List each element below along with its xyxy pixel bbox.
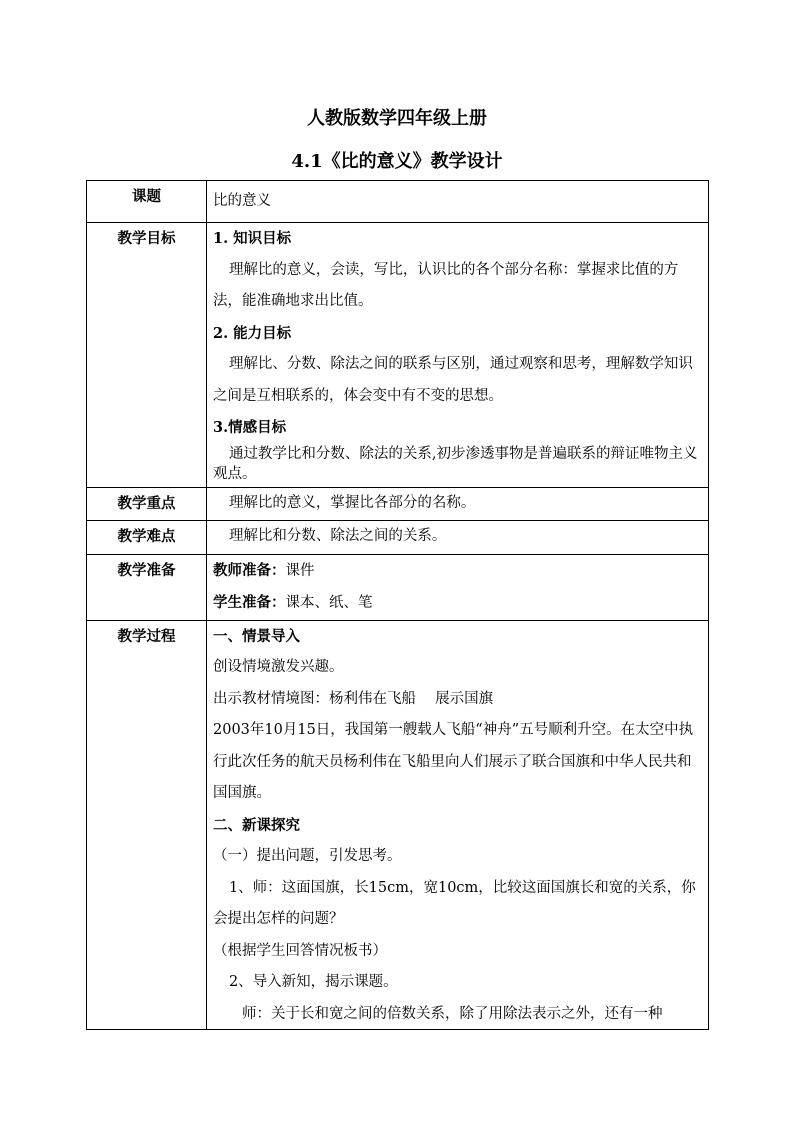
prep-student: 学生准备：课本、纸、笔 [213, 594, 373, 611]
row-focus [87, 488, 709, 521]
section-explore-heading: 二、新课探究 [213, 816, 300, 834]
value-focus: 理解比的意义，掌握比各部分的名称。 [207, 488, 709, 521]
value-topic: 比的意义 [207, 181, 709, 223]
value-process [207, 620, 709, 1029]
lesson-plan-table [86, 180, 709, 1030]
process-paragraph: 2003年10月15日，我国第一艘载人飞船“神舟”五号顺利升空。在太空中执行此次任务的航天员杨利伟在飞船里向人们展示了联合国旗和中华人民共和国国旗。 [213, 722, 694, 801]
process-line: 2、导入新知，揭示课题。 [228, 974, 398, 990]
process-line: （一）提出问题，引发思考。 [213, 848, 402, 864]
row-goals [87, 223, 709, 488]
label-goals: 教学目标 [87, 223, 207, 488]
value-difficulty: 理解比和分数、除法之间的关系。 [207, 520, 709, 554]
goal-heading-emotion: 3.情感目标 [213, 419, 287, 436]
goal-heading-ability: 2. 能力目标 [213, 324, 292, 342]
value-goals [207, 223, 709, 488]
document-title: 人教版数学四年级上册 [307, 108, 487, 129]
section-intro-heading: 一、情景导入 [213, 627, 300, 645]
label-topic: 课题 [87, 181, 207, 223]
label-prep: 教学准备 [87, 554, 207, 620]
process-line: 创设情境激发兴趣。 [213, 659, 344, 675]
process-line: 出示教材情境图：杨利伟在飞船 展示国旗 [213, 690, 494, 707]
value-prep [207, 554, 709, 620]
row-difficulty [87, 520, 709, 554]
goal-text-knowledge: 理解比的意义，会读，写比，认识比的各个部分名称：掌握求比值的方法，能准确地求出比值。 [213, 261, 679, 309]
row-prep [87, 554, 709, 620]
label-process: 教学过程 [87, 620, 207, 1029]
process-paragraph: 1、师：这面国旗，长15cm，宽10cm，比较这面国旗长和宽的关系，你会提出怎样的问题？ [213, 879, 696, 927]
prep-teacher: 教师准备：课件 [213, 561, 315, 579]
goal-text-ability: 理解比、分数、除法之间的联系与区别，通过观察和思考，理解数学知识之间是互相联系的，体会变中有不变的思想。 [213, 356, 693, 404]
goal-text-emotion: 通过教学比和分数、除法的关系,初步渗透事物是普遍联系的辩证唯物主义观点。 [213, 445, 698, 482]
goal-heading-knowledge: 1. 知识目标 [213, 230, 292, 247]
process-line: （根据学生回答情况板书） [213, 942, 387, 959]
label-focus: 教学重点 [87, 488, 207, 521]
process-line: 师：关于长和宽之间的倍数关系，除了用除法表示之外，还有一种 [242, 1005, 663, 1022]
row-process [87, 620, 709, 1029]
document-subtitle: 4.1《比的意义》教学设计 [291, 151, 503, 172]
label-difficulty: 教学难点 [87, 520, 207, 554]
row-topic [87, 181, 709, 223]
